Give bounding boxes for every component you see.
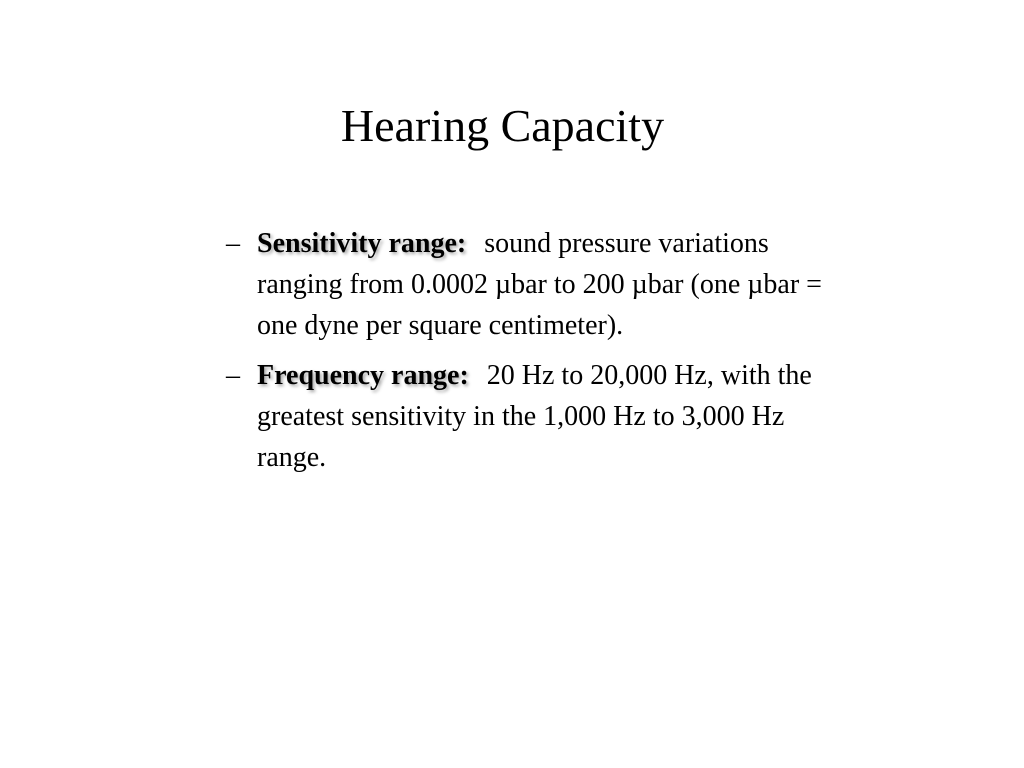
bullet-text: 20 Hz to 20,000 Hz, with the greatest sensitivity in the 1,000 Hz to 3,000 Hz range. bbox=[257, 360, 812, 473]
bullet-term: Sensitivity range: bbox=[257, 228, 467, 259]
dash-marker: – bbox=[226, 360, 240, 391]
dash-marker: – bbox=[226, 228, 240, 259]
bullet-sensitivity-range bbox=[0, 223, 847, 346]
bullet-list bbox=[0, 223, 1024, 478]
bullet-text: sound pressure variations ranging from 0.0002 µbar to 200 µbar (one µbar = one dyne per square centimeter). bbox=[257, 228, 822, 341]
bullet-term: Frequency range: bbox=[257, 360, 469, 391]
bullet-frequency-range bbox=[0, 355, 847, 478]
slide-title: Hearing Capacity bbox=[340, 100, 665, 151]
